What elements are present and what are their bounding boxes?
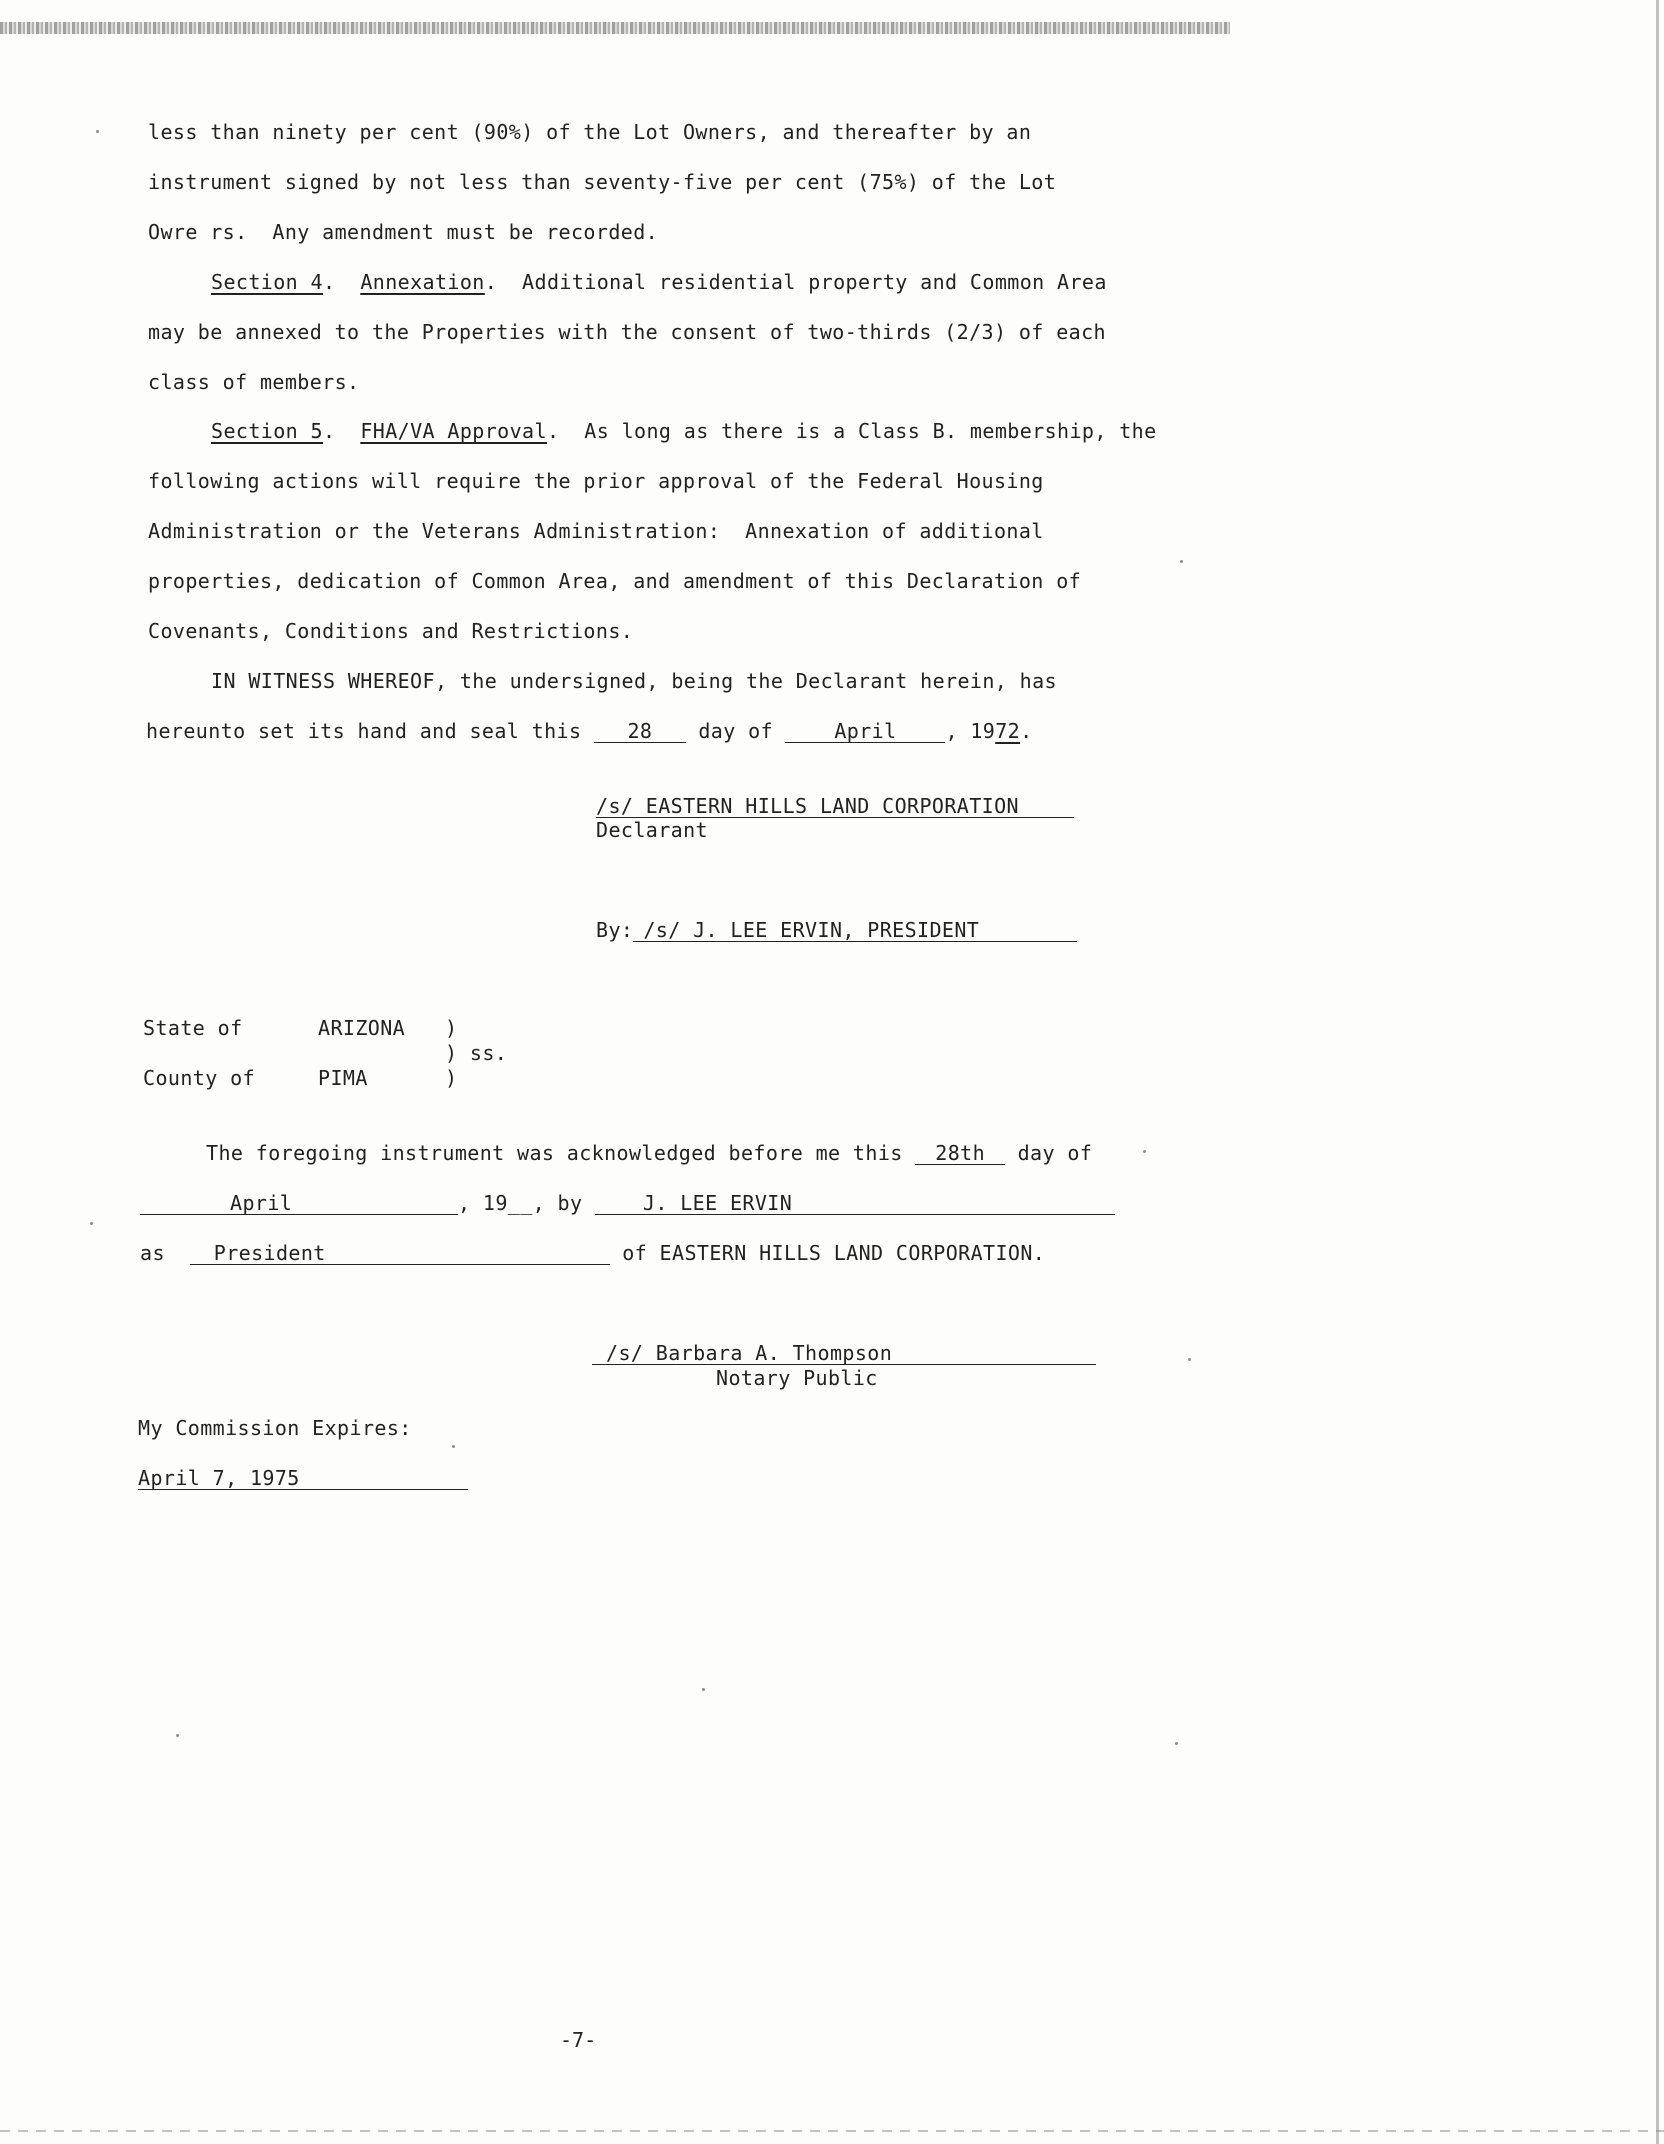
venue-paren: ) [445,1016,458,1040]
state-value: ARIZONA [318,1016,406,1040]
witness-period: . [1020,719,1033,743]
declarant-signature: /s/ EASTERN HILLS LAND CORPORATION [596,795,1074,818]
county-value: PIMA [318,1066,368,1090]
body-line: may be annexed to the Properties with the consent of two-thirds (2/3) of each [148,320,1106,344]
ack-year: , 19__, by [458,1191,583,1215]
ack-title-field: President [190,1242,610,1265]
witness-date-line [146,719,1033,743]
body-line: Owre rs. Any amendment must be recorded. [148,220,659,244]
body-line: Administration or the Veterans Administration: Annexation of additional [148,519,1044,543]
ack-as-label: as [140,1241,165,1265]
scan-speck [90,1222,93,1225]
acknowledgment-line-3 [140,1241,1045,1265]
section-4-number: Section 4 [211,270,323,294]
scan-speck [96,130,99,133]
ack-day-of: day of [1017,1141,1093,1165]
scan-edge-top [0,22,1230,34]
scan-speck [1188,1358,1191,1361]
notary-signature-line [592,1341,1096,1365]
ack-month-field: April [140,1192,458,1215]
body-line: Covenants, Conditions and Restrictions. [148,619,634,643]
ack-name-field: J. LEE ERVIN [595,1192,1115,1215]
witness-month-field: April [785,720,945,743]
commission-label: My Commission Expires: [138,1416,412,1440]
scan-speck [702,1688,705,1691]
section-4-title: Annexation [360,270,485,294]
acknowledgment-line-2 [140,1191,1115,1215]
section-5-heading: Section 5. FHA/VA Approval. As long as there is a Class B. membership, the [211,419,1157,443]
scan-edge-right [1656,0,1659,2144]
page-number: -7- [560,2028,597,2052]
body-line: less than ninety per cent (90%) of the Lot Owners, and thereafter by an [148,120,1032,144]
state-label: State of [143,1016,243,1040]
witness-day-field: 28 [594,720,686,743]
commission-date-line [138,1466,468,1490]
body-line: instrument signed by not less than seventy-five per cent (75%) of the Lot [148,170,1057,194]
venue-paren: ) [445,1066,458,1090]
scan-speck [452,1445,455,1448]
section-4-text: . Additional residential property and Common Area [484,270,1107,294]
declarant-label: Declarant [596,818,708,842]
scan-speck [1143,1150,1146,1153]
acknowledgment-line-1 [206,1141,1092,1165]
notary-signature: /s/ Barbara A. Thompson [592,1342,1096,1365]
scan-speck [1175,1742,1178,1745]
by-signature-line [596,918,1077,942]
body-line: class of members. [148,370,360,394]
by-label: By: [596,918,634,942]
witness-year-field: 72 [995,719,1021,743]
scan-edge-bottom [0,2130,1664,2132]
notary-label: Notary Public [716,1366,878,1390]
ack-prefix: The foregoing instrument was acknowledged before me this [206,1141,903,1165]
venue-ss: ) ss. [445,1041,508,1065]
county-label: County of [143,1066,255,1090]
witness-day-of: day of [698,719,773,743]
ack-company: of EASTERN HILLS LAND CORPORATION. [622,1241,1046,1265]
section-5-text: . As long as there is a Class B. membership, the [546,419,1157,443]
ack-day-field: 28th [915,1142,1005,1165]
body-line: following actions will require the prior approval of the Federal Housing [148,469,1044,493]
by-signature: /s/ J. LEE ERVIN, PRESIDENT [633,919,1077,942]
declarant-signature-line [596,794,1074,818]
witness-year-prefix: , 19 [945,719,996,743]
scan-speck [1180,560,1183,563]
witness-prefix: hereunto set its hand and seal this [146,719,582,743]
witness-line: IN WITNESS WHEREOF, the undersigned, being the Declarant herein, has [211,669,1057,693]
scan-speck [176,1734,179,1737]
body-line: properties, dedication of Common Area, and amendment of this Declaration of [148,569,1082,593]
section-4-heading: Section 4. Annexation. Additional residential property and Common Area [211,270,1107,294]
commission-date: April 7, 1975 [138,1467,468,1490]
section-5-number: Section 5 [211,419,323,443]
section-5-title: FHA/VA Approval [360,419,547,443]
